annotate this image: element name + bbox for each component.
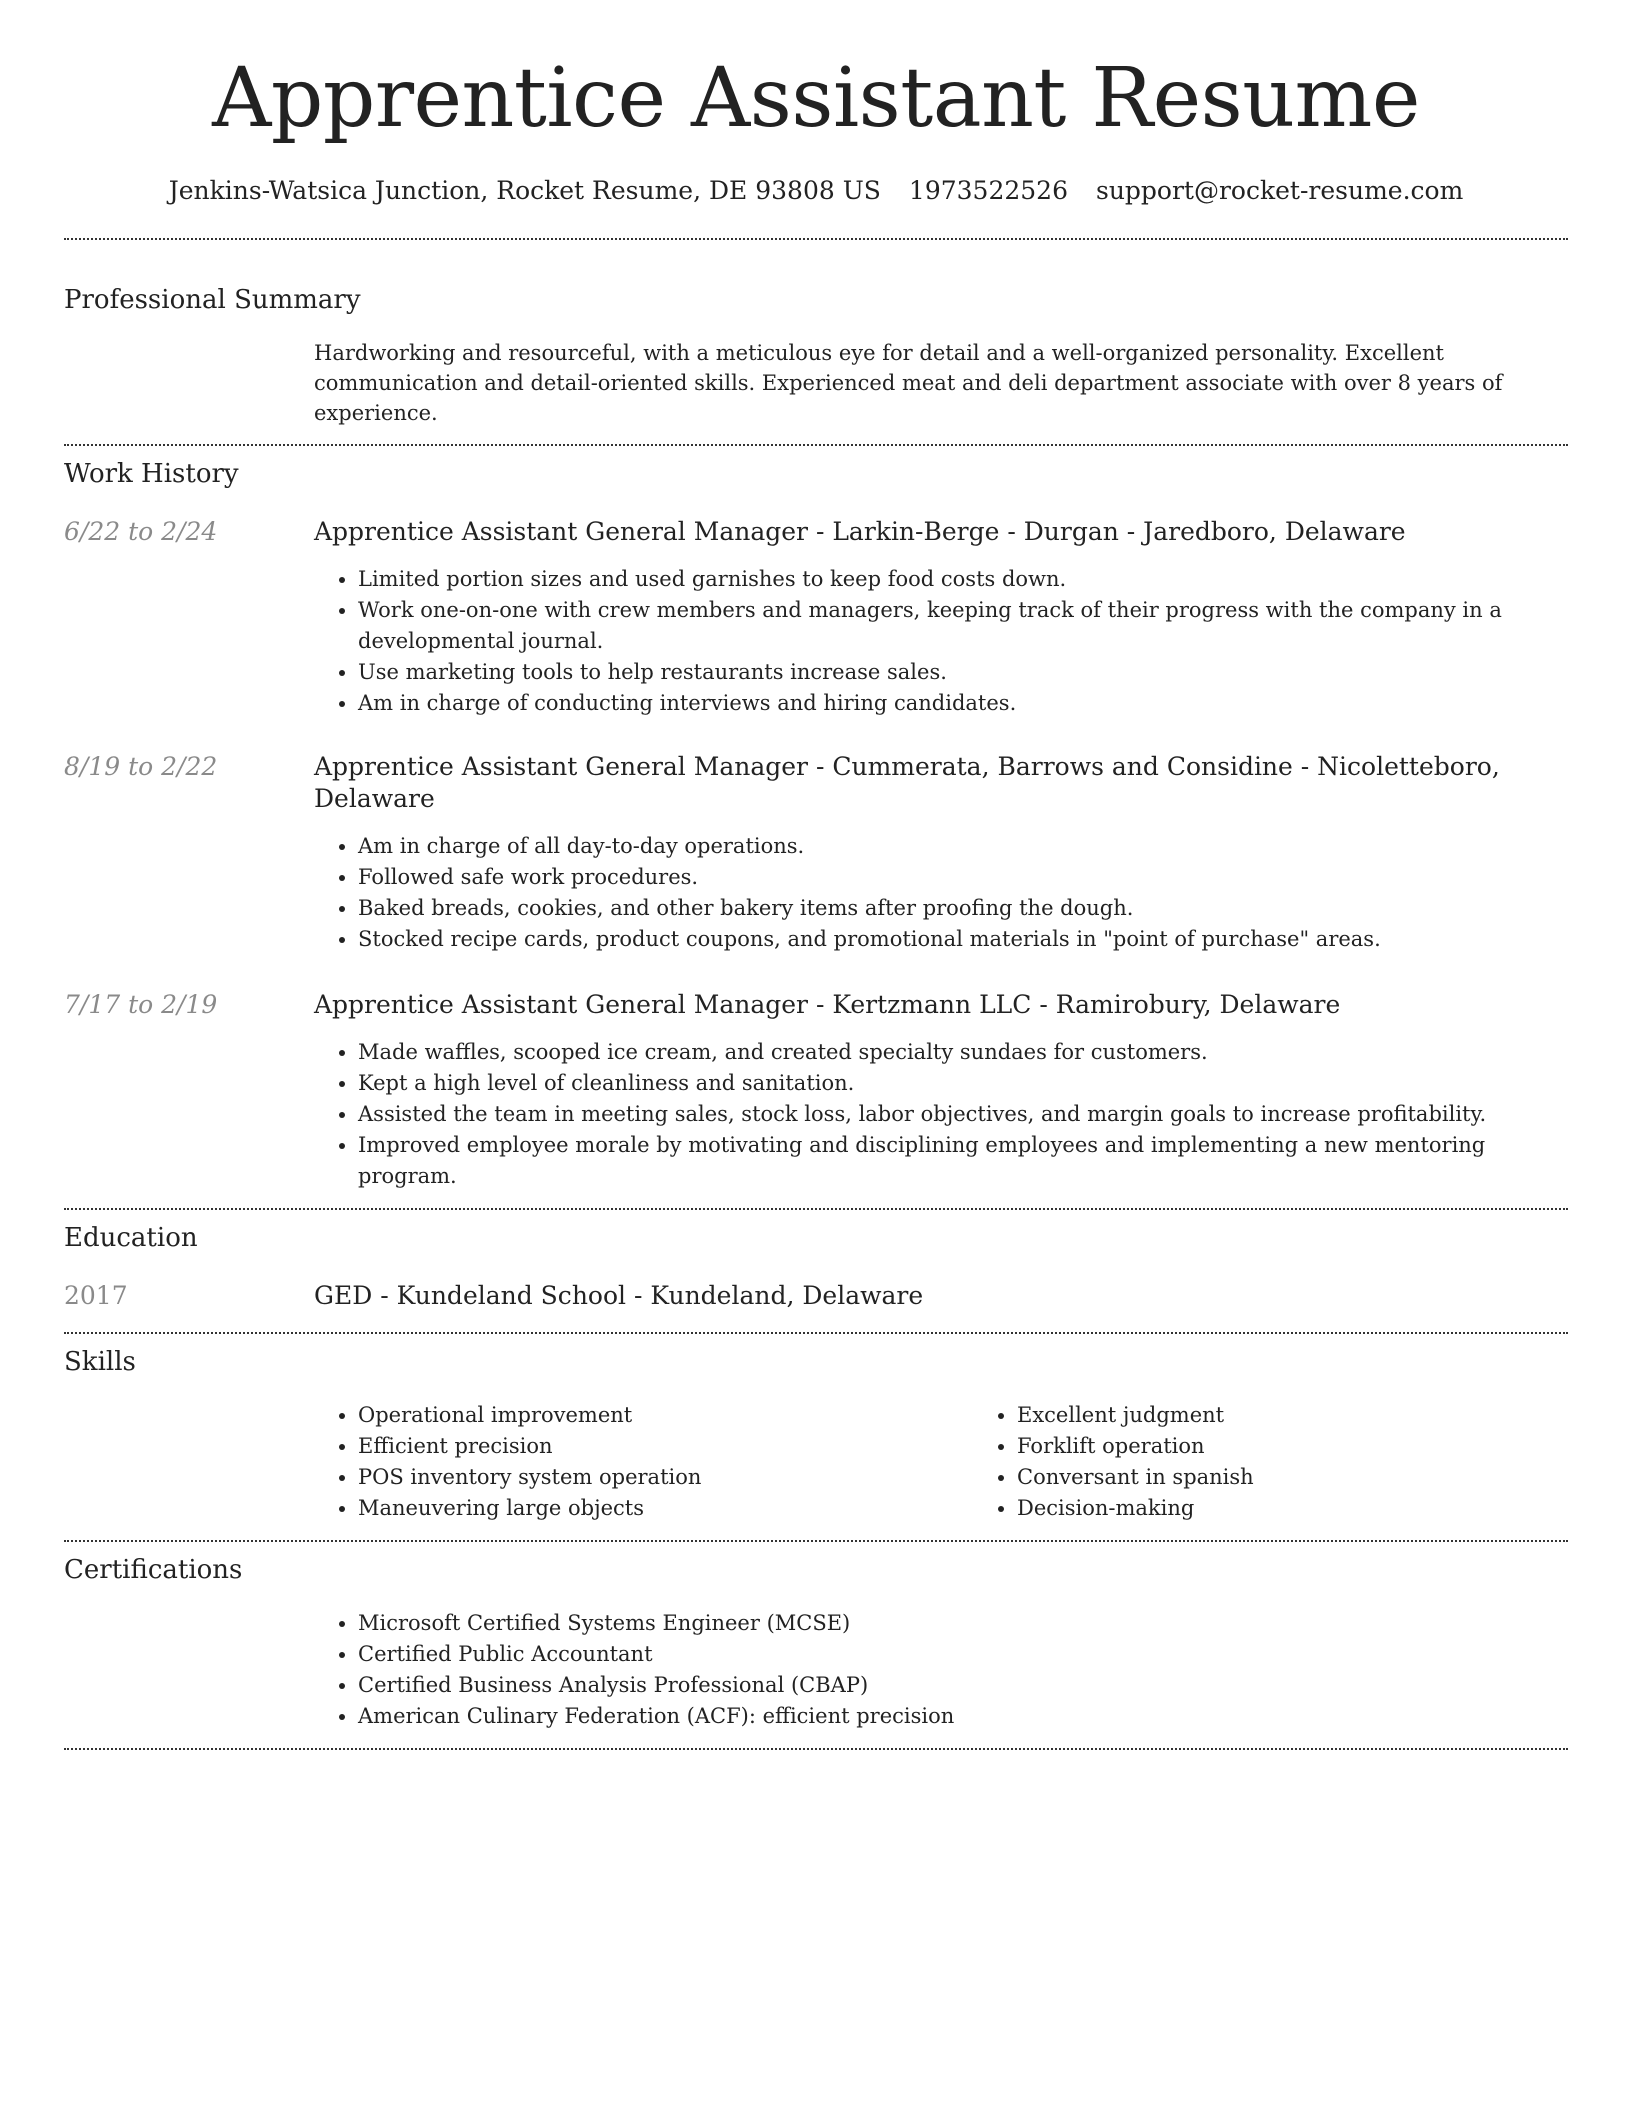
- job-title: Apprentice Assistant General Manager - Larkin-Berge - Durgan - Jaredboro, Delaware: [314, 517, 1406, 546]
- summary-text: Hardworking and resourceful, with a meticulous eye for detail and a well-organized personality. Excellent communication and detail-oriented skills. Experienced meat and deli department associate with over 8 years of experience.: [314, 341, 1503, 425]
- list-item: • Operational improvement: [358, 1400, 973, 1431]
- list-item: • Forklift operation: [1017, 1431, 1632, 1462]
- divider: [64, 1540, 1568, 1542]
- section-heading-certifications: Certifications: [64, 1555, 243, 1585]
- education-year: 2017: [64, 1281, 128, 1310]
- list-item: • Certified Business Analysis Professional (CBAP): [358, 1670, 1568, 1701]
- contact-address: Jenkins-Watsica Junction, Rocket Resume, DE 93808 US: [168, 176, 881, 205]
- job-dates: 6/22 to 2/24: [64, 517, 218, 546]
- job-entry: [64, 989, 1568, 1192]
- education-detail: GED - Kundeland School - Kundeland, Delaware: [314, 1281, 924, 1310]
- list-item: • American Culinary Federation (ACF): efficient precision: [358, 1701, 1568, 1732]
- education-entry: [64, 1280, 1568, 1312]
- skills-column-left: [314, 1400, 973, 1524]
- resume-title: Apprentice Assistant Resume: [212, 51, 1420, 146]
- list-item: • Decision-making: [1017, 1493, 1632, 1524]
- list-item: • Conversant in spanish: [1017, 1462, 1632, 1493]
- job-bullets: [314, 1037, 1568, 1192]
- divider: [64, 1208, 1568, 1210]
- list-item: • Limited portion sizes and used garnishes to keep food costs down.: [358, 564, 1568, 595]
- list-item: • Am in charge of all day-to-day operations.: [358, 831, 1568, 862]
- resume-page: [64, 0, 1568, 1750]
- list-item: • Efficient precision: [358, 1431, 973, 1462]
- job-bullets: [314, 831, 1568, 955]
- list-item: • POS inventory system operation: [358, 1462, 973, 1493]
- list-item: • Excellent judgment: [1017, 1400, 1632, 1431]
- section-heading-work-history: Work History: [64, 459, 239, 489]
- job-title: Apprentice Assistant General Manager - Kertzmann LLC - Ramirobury, Delaware: [314, 990, 1341, 1019]
- job-entry: [64, 751, 1568, 955]
- contact-line: [64, 174, 1568, 208]
- job-dates: 8/19 to 2/22: [64, 752, 218, 781]
- list-item: • Assisted the team in meeting sales, stock loss, labor objectives, and margin goals to increase profitability.: [358, 1099, 1568, 1130]
- list-item: • Use marketing tools to help restaurants increase sales.: [358, 657, 1568, 688]
- job-bullets: [314, 564, 1568, 719]
- contact-email: support@rocket-resume.com: [1095, 176, 1464, 205]
- list-item: • Am in charge of conducting interviews and hiring candidates.: [358, 688, 1568, 719]
- list-item: • Made waffles, scooped ice cream, and created specialty sundaes for customers.: [358, 1037, 1568, 1068]
- job-entry: [64, 516, 1568, 719]
- list-item: • Work one-on-one with crew members and managers, keeping track of their progress with the company in a developmental journal.: [358, 595, 1568, 657]
- section-heading-skills: Skills: [64, 1347, 136, 1377]
- divider: [64, 1748, 1568, 1750]
- list-item: • Microsoft Certified Systems Engineer (MCSE): [358, 1608, 1568, 1639]
- job-dates: 7/17 to 2/19: [64, 990, 218, 1019]
- list-item: • Baked breads, cookies, and other bakery items after proofing the dough.: [358, 893, 1568, 924]
- certifications-list: [314, 1608, 1568, 1732]
- skills-column-right: [973, 1400, 1632, 1524]
- list-item: • Stocked recipe cards, product coupons, and promotional materials in "point of purchase" areas.: [358, 924, 1568, 955]
- list-item: • Kept a high level of cleanliness and sanitation.: [358, 1068, 1568, 1099]
- section-heading-summary: Professional Summary: [64, 285, 361, 315]
- list-item: • Maneuvering large objects: [358, 1493, 973, 1524]
- divider: [64, 1332, 1568, 1334]
- divider: [64, 238, 1568, 240]
- list-item: • Improved employee morale by motivating and disciplining employees and implementing a new mentoring program.: [358, 1130, 1568, 1192]
- list-item: • Certified Public Accountant: [358, 1639, 1568, 1670]
- job-title: Apprentice Assistant General Manager - Cummerata, Barrows and Considine - Nicoletteboro, Delaware: [314, 752, 1500, 813]
- divider: [64, 444, 1568, 446]
- skills-list: [314, 1400, 1632, 1524]
- section-heading-education: Education: [64, 1223, 198, 1253]
- contact-phone: 1973522526: [908, 176, 1068, 205]
- list-item: • Followed safe work procedures.: [358, 862, 1568, 893]
